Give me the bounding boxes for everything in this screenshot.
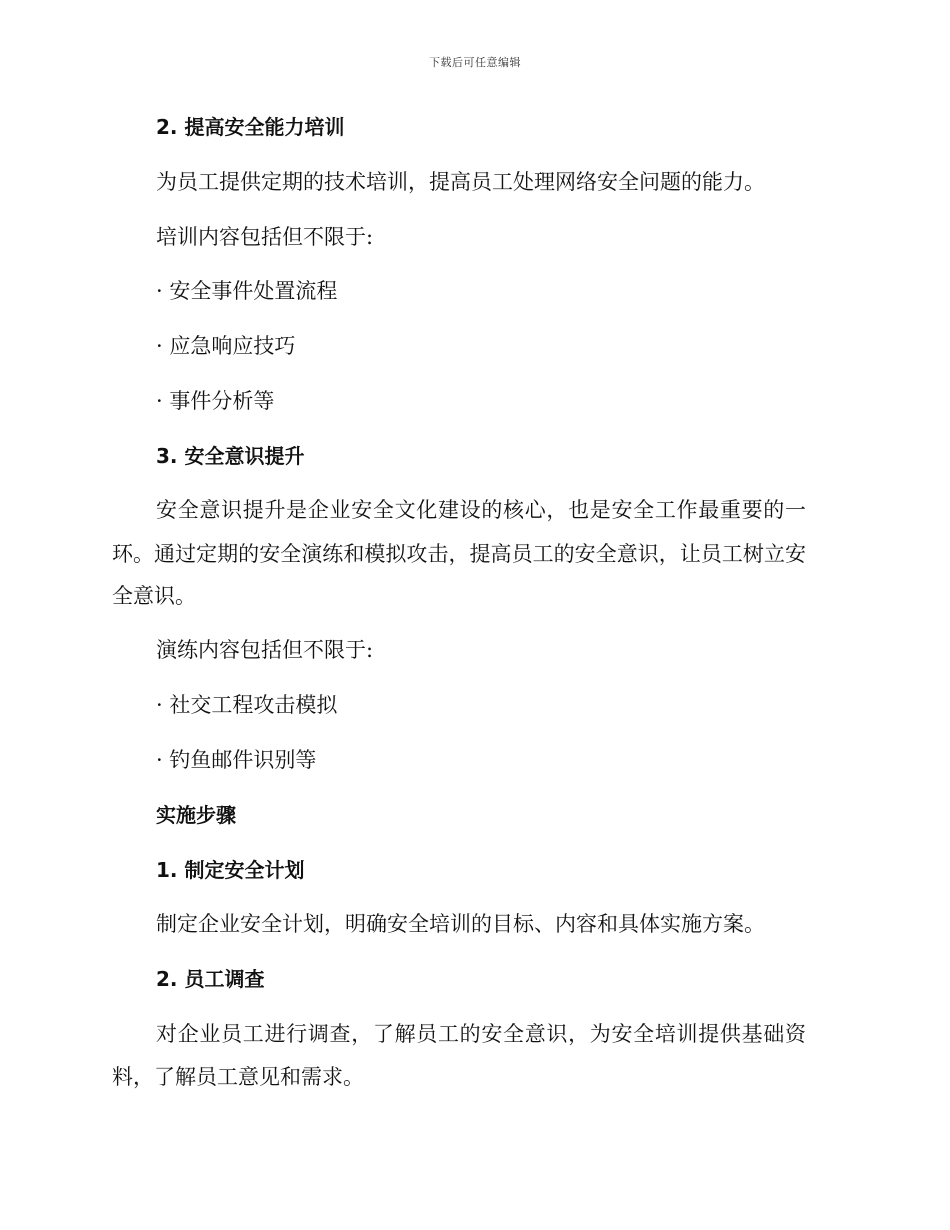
heading-awareness: 3. 安全意识提升: [156, 444, 305, 468]
paragraph-awareness-line: [112, 540, 806, 568]
list-item: · 社交工程攻击模拟: [156, 693, 338, 717]
paragraph-training: 为员工提供定期的技术培训，提高员工处理网络安全问题的能力。: [156, 170, 765, 194]
paragraph-awareness-line: [156, 496, 806, 524]
list-item: · 安全事件处置流程: [156, 279, 338, 303]
header-note: 下载后可任意编辑: [429, 56, 521, 69]
paragraph-survey-line: [156, 1020, 806, 1048]
paragraph-training-list-intro: 培训内容包括但不限于:: [156, 225, 374, 249]
paragraph-survey-line: 料，了解员工意见和需求。: [112, 1065, 364, 1089]
heading-training: 2. 提高安全能力培训: [156, 115, 345, 139]
paragraph-survey-line-text: 对企业员工进行调查，了解员工的安全意识，为安全培训提供基础资: [156, 1022, 806, 1046]
paragraph-awareness-line: 全意识。: [112, 584, 196, 608]
list-item: · 事件分析等: [156, 389, 275, 413]
heading-survey: 2. 员工调查: [156, 967, 265, 991]
paragraph-drill-intro: 演练内容包括但不限于:: [156, 638, 374, 662]
paragraph-awareness-line-text: 环。通过定期的安全演练和模拟攻击，提高员工的安全意识，让员工树立安: [112, 542, 806, 566]
list-item: · 钓鱼邮件识别等: [156, 748, 317, 772]
heading-steps: 实施步骤: [156, 803, 236, 827]
list-item: · 应急响应技巧: [156, 334, 296, 358]
paragraph-plan: 制定企业安全计划，明确安全培训的目标、内容和具体实施方案。: [156, 912, 765, 936]
heading-plan: 1. 制定安全计划: [156, 858, 305, 882]
paragraph-awareness-line-text: 安全意识提升是企业安全文化建设的核心，也是安全工作最重要的一: [156, 498, 806, 522]
